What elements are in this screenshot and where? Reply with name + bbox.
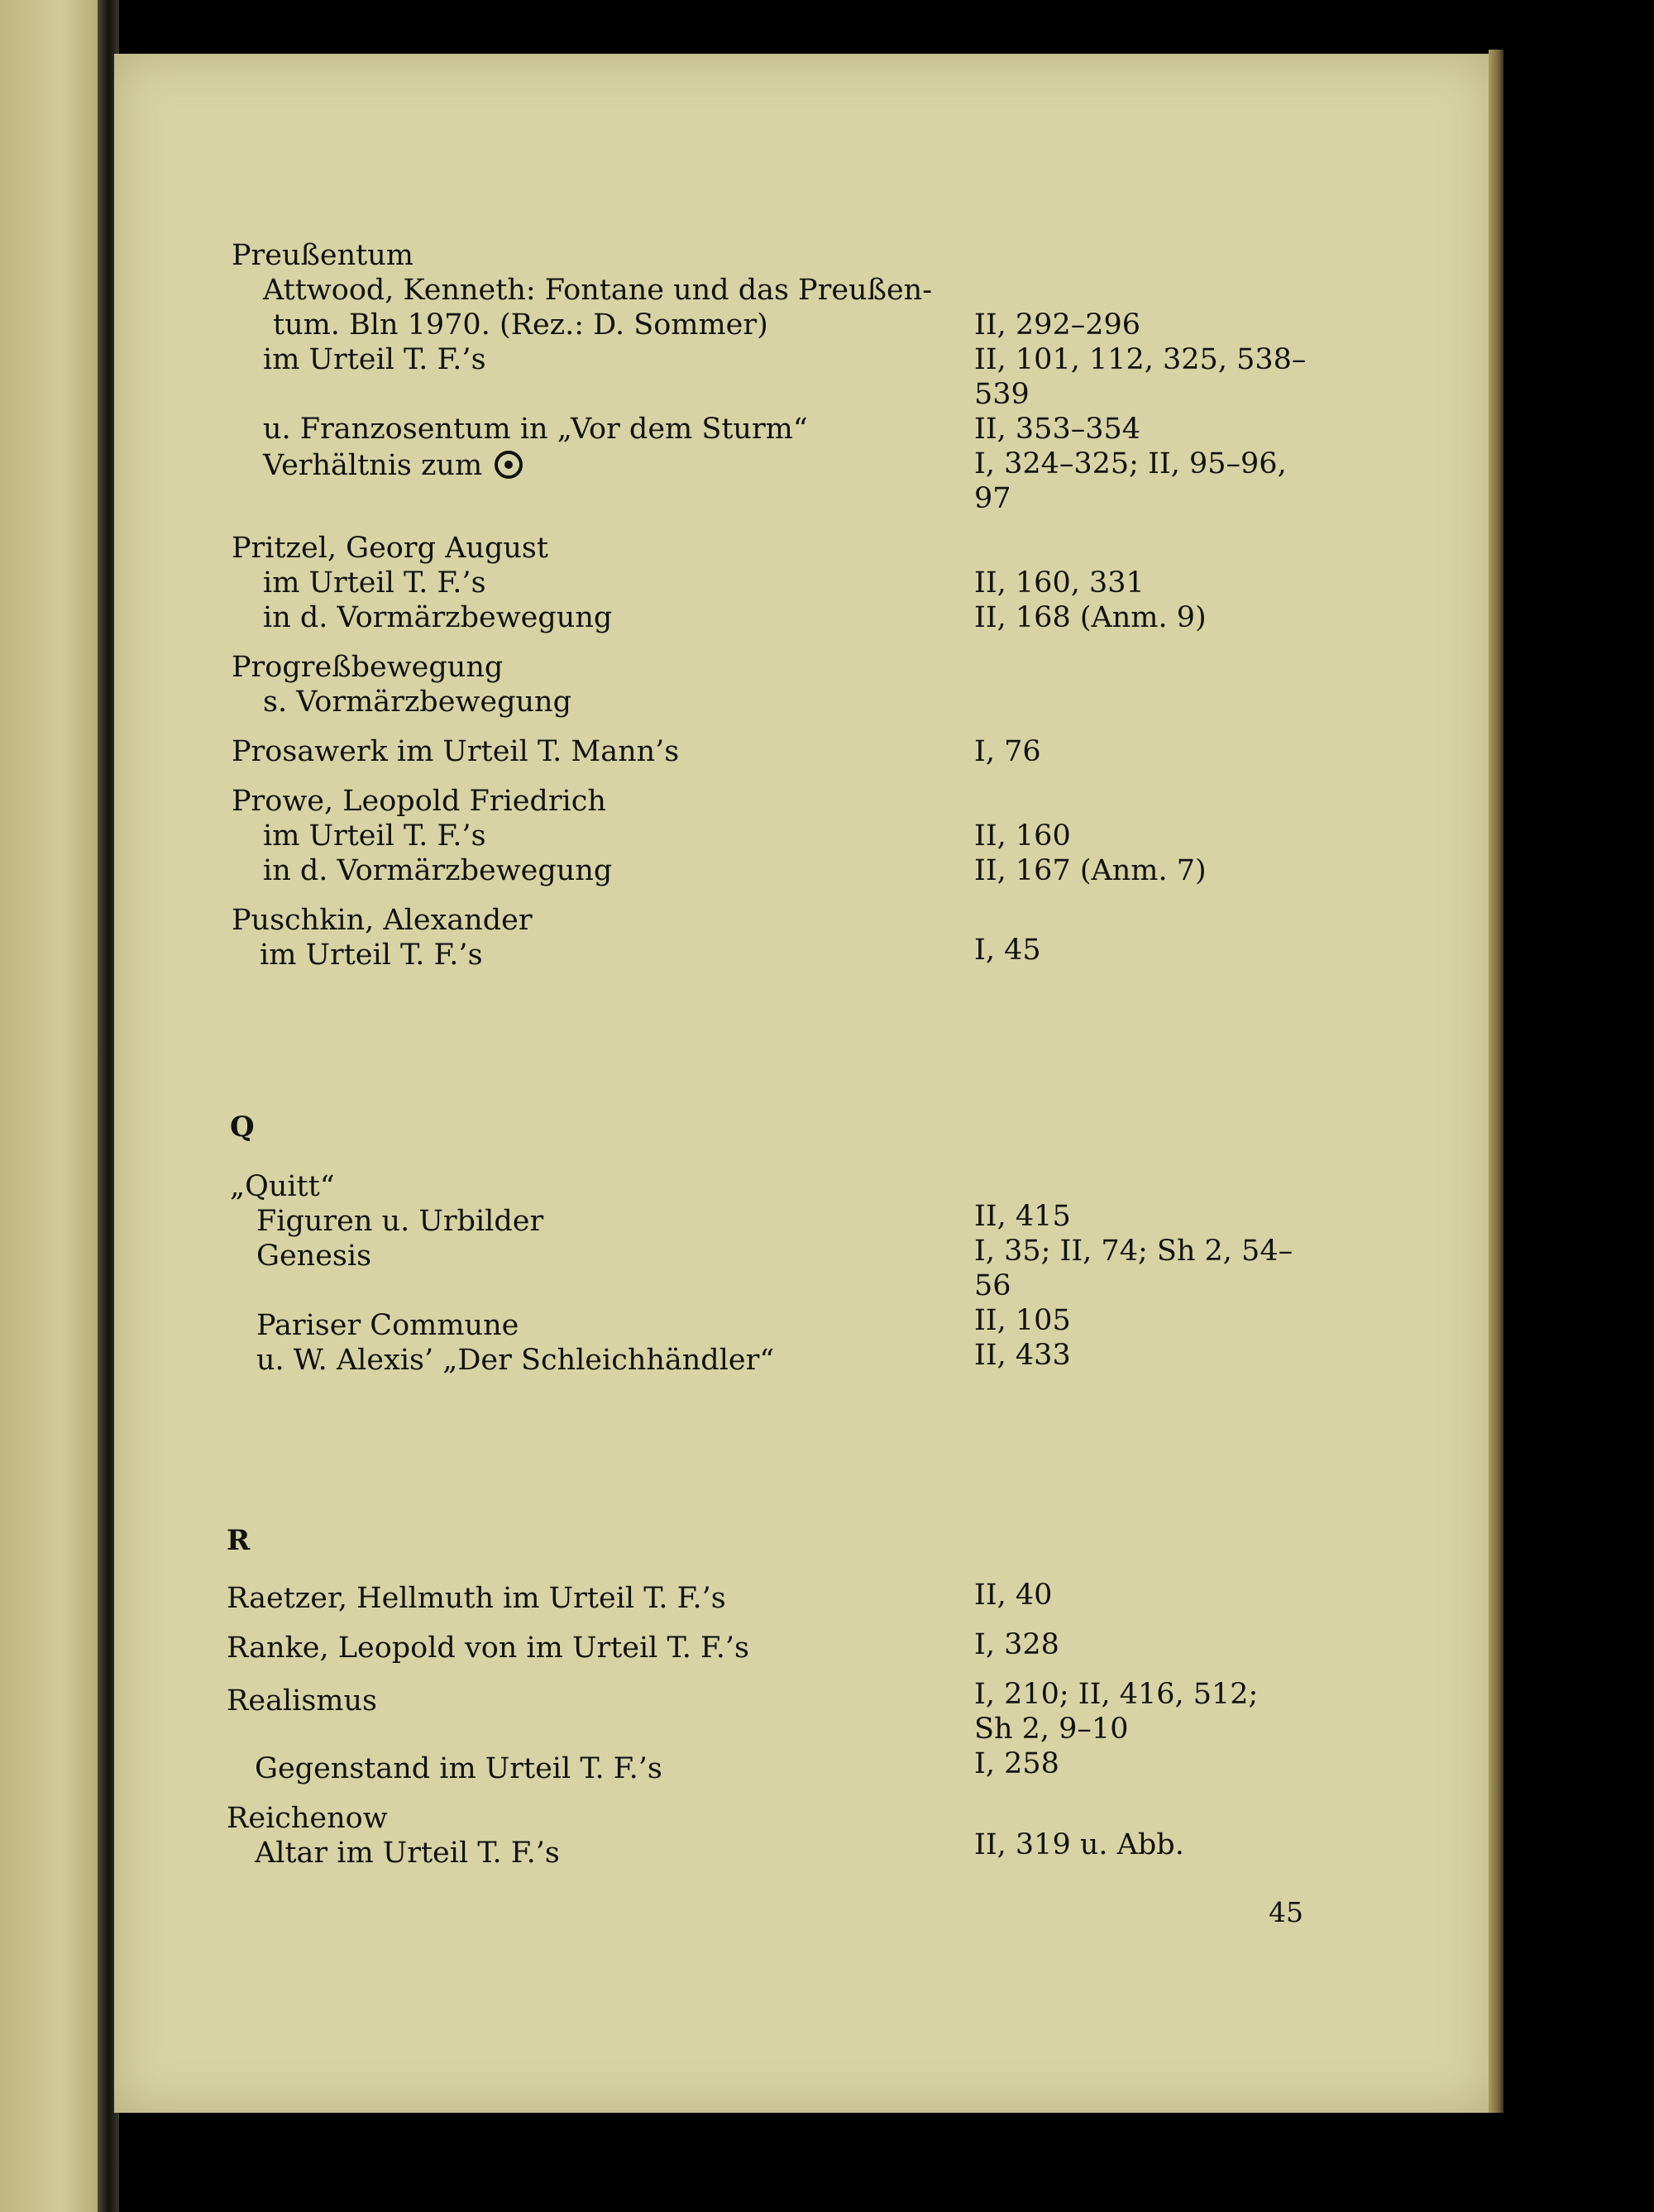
index-heading: Progreßbewegung	[232, 651, 504, 684]
page-reference: II, 160	[974, 819, 1071, 853]
index-subentry: Genesis	[256, 1240, 372, 1273]
index-subentry: Pariser Commune	[256, 1309, 519, 1342]
index-heading: „Quitt“	[230, 1170, 335, 1203]
page-reference: II, 292–296	[974, 308, 1141, 342]
page-edge	[1489, 50, 1503, 2113]
index-heading: Puschkin, Alexander	[232, 904, 533, 937]
page-reference: II, 105	[974, 1304, 1071, 1337]
page-reference: I, 35; II, 74; Sh 2, 54–	[974, 1235, 1293, 1268]
page-reference: I, 210; II, 416, 512;	[974, 1678, 1259, 1711]
index-heading: Raetzer, Hellmuth im Urteil T. F.’s	[227, 1582, 726, 1615]
index-subentry: im Urteil T. F.’s	[263, 566, 486, 600]
index-heading: Prowe, Leopold Friedrich	[232, 785, 606, 818]
page-reference: Sh 2, 9–10	[974, 1713, 1129, 1746]
index-heading: Realismus	[227, 1684, 377, 1718]
page-reference: I, 324–325; II, 95–96,	[974, 447, 1287, 480]
index-subentry: u. W. Alexis’ „Der Schleichhändler“	[256, 1344, 775, 1377]
section-letter: R	[227, 1524, 251, 1557]
page-reference: 539	[974, 378, 1030, 411]
index-subentry: im Urteil T. F.’s	[260, 939, 483, 972]
fontane-symbol-icon	[495, 451, 523, 479]
page-reference: 97	[974, 482, 1011, 515]
facing-page-edge	[0, 0, 103, 2212]
page-reference: II, 433	[974, 1339, 1071, 1372]
index-subentry: in d. Vormärzbewegung	[263, 601, 613, 634]
index-subentry: im Urteil T. F.’s	[263, 343, 486, 376]
index-subentry: s. Vormärzbewegung	[263, 686, 571, 719]
index-heading: Ranke, Leopold von im Urteil T. F.’s	[227, 1632, 749, 1665]
page-reference: I, 328	[974, 1628, 1059, 1661]
index-subentry: in d. Vormärzbewegung	[263, 854, 613, 887]
index-heading: Pritzel, Georg August	[232, 532, 548, 565]
index-subentry: Gegenstand im Urteil T. F.’s	[255, 1752, 662, 1785]
page-reference: II, 168 (Anm. 9)	[974, 601, 1207, 634]
page-reference: II, 415	[974, 1200, 1071, 1233]
page-number: 45	[1269, 1896, 1303, 1928]
page-reference: II, 101, 112, 325, 538–	[974, 343, 1307, 376]
index-subentry-label: Verhältnis zum	[263, 449, 483, 482]
index-subentry: Attwood, Kenneth: Fontane und das Preußen-	[263, 274, 933, 307]
index-subentry: Altar im Urteil T. F.’s	[255, 1837, 560, 1870]
page-reference: II, 319 u. Abb.	[974, 1828, 1184, 1861]
section-letter: Q	[230, 1111, 255, 1144]
index-subentry	[263, 447, 523, 483]
index-subentry: Figuren u. Urbilder	[256, 1205, 544, 1238]
page-reference: II, 167 (Anm. 7)	[974, 854, 1207, 887]
index-subentry: u. Franzosentum in „Vor dem Sturm“	[263, 413, 808, 446]
index-subentry: tum. Bln 1970. (Rez.: D. Sommer)	[273, 308, 768, 342]
index-heading: Reichenow	[227, 1802, 388, 1835]
page-reference: II, 353–354	[974, 413, 1141, 446]
page-reference: I, 76	[974, 735, 1041, 768]
index-subentry: im Urteil T. F.’s	[263, 819, 486, 853]
page-reference: 56	[974, 1269, 1011, 1302]
page-reference: I, 258	[974, 1747, 1059, 1780]
index-heading: Preußentum	[232, 239, 414, 272]
page-reference: II, 160, 331	[974, 566, 1145, 600]
index-heading: Prosawerk im Urteil T. Mann’s	[232, 735, 680, 768]
page-reference: II, 40	[974, 1579, 1053, 1612]
page-reference: I, 45	[974, 934, 1041, 967]
